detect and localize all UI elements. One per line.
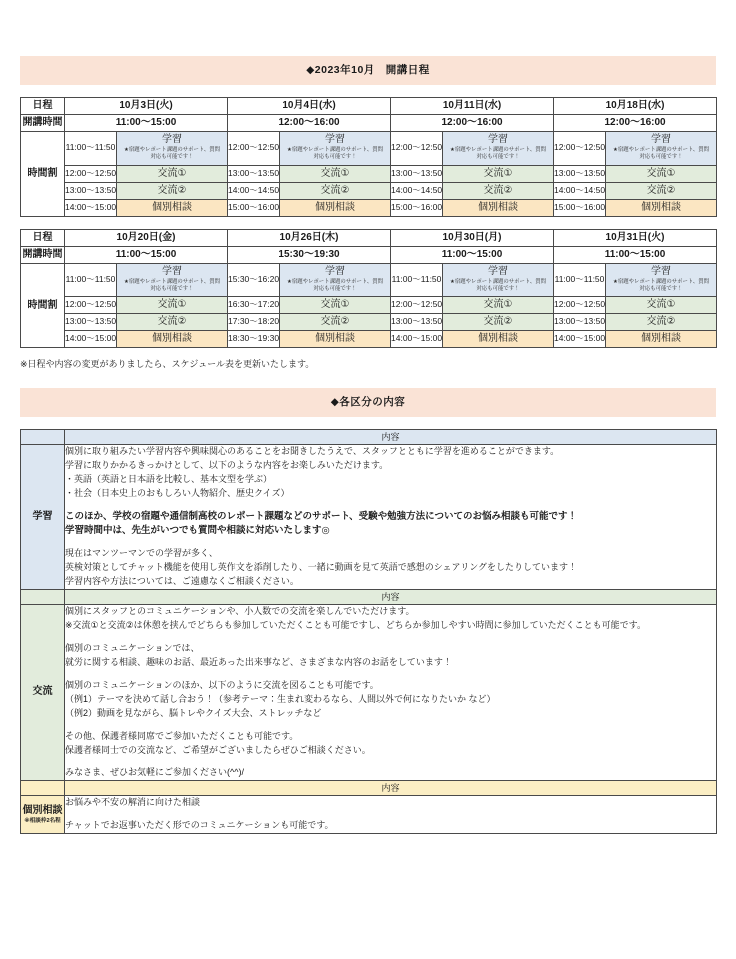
row-label-date: 日程 [21, 229, 65, 246]
slot-time-col4-koryu2: 13:00〜13:50 [554, 314, 606, 331]
section-label-kobetsu [21, 796, 65, 834]
activity-cell-koryu2-col2: 交流② [280, 314, 391, 331]
section-label-kobetsu-main: 個別相談 [22, 804, 63, 816]
study-line-1: 個別に取り組みたい学習内容や興味関心のあることをお聞きしたうえで、スタッフとともに学習を進めることができます。 [65, 445, 560, 456]
koryu-b4-line-2: 保護者様同士での交流など、ご希望がございましたらぜひご相談ください。 [65, 744, 371, 755]
slot-time-col2-study: 15:30〜16:20 [228, 263, 280, 297]
study-note: ★宿題やレポート課題のサポート、質問対応も可能です！ [124, 278, 220, 292]
activity-cell-kobetsu-col3: 個別相談 [443, 331, 554, 348]
study-note: ★宿題やレポート課題のサポート、質問対応も可能です！ [450, 278, 546, 292]
koryu-b2-line-2: 就労に関する相談、趣味のお話、最近あった出来事など、さまざまな内容のお話をしています！ [65, 656, 452, 667]
row-label-date: 日程 [21, 98, 65, 115]
open-time-col1: 11:00〜15:00 [65, 115, 228, 132]
section-label-study: 学習 [21, 444, 65, 589]
date-header-col4: 10月31日(火) [554, 229, 717, 246]
study-header-spacer [21, 429, 65, 444]
row-label-open-time: 開講時間 [21, 246, 65, 263]
koryu-b3-line-3: （例2）動画を見ながら、脳トレやクイズ大会、ストレッチなど [65, 707, 322, 718]
koryu-header-spacer [21, 590, 65, 605]
slot-time-col2-kobetsu: 15:00〜16:00 [228, 199, 280, 216]
table-row-study [21, 263, 717, 297]
study-block [117, 132, 227, 165]
open-time-col3: 12:00〜16:00 [391, 115, 554, 132]
sections-title-banner [20, 388, 716, 417]
table-row-koryu2 [21, 314, 717, 331]
study-tail-line-3: 学習内容や方法については、ご遠慮なくご相談ください。 [65, 576, 299, 587]
study-line-4: ・社会（日本史上のおもしろい人物紹介、歴史クイズ） [65, 487, 290, 498]
activity-cell-koryu2-col1: 交流② [117, 314, 228, 331]
activity-cell-koryu2-col4: 交流② [606, 182, 717, 199]
slot-time-col3-kobetsu: 15:00〜16:00 [391, 199, 443, 216]
study-note: ★宿題やレポート課題のサポート、質問対応も可能です！ [613, 278, 709, 292]
open-time-col3: 11:00〜15:00 [391, 246, 554, 263]
section-body-kobetsu [65, 796, 717, 834]
row-label-timetable: 時間割 [21, 263, 65, 348]
activity-cell-study-col1 [117, 263, 228, 297]
study-block [443, 264, 553, 297]
kobetsu-header-spacer [21, 781, 65, 796]
koryu-spacer-4 [65, 757, 716, 766]
activity-cell-study-col3 [443, 132, 554, 166]
study-block [606, 264, 716, 297]
koryu-b4-line-1: その他、保護者様同席でご参加いただくことも可能です。 [65, 730, 299, 741]
schedule-title-text: ◆2023年10月 開講日程 [306, 64, 430, 77]
section-body-study [65, 444, 717, 589]
activity-cell-kobetsu-col3: 個別相談 [443, 199, 554, 216]
study-title: 学習 [488, 265, 508, 277]
activity-cell-study-col4 [606, 132, 717, 166]
study-title: 学習 [162, 265, 182, 277]
activity-cell-koryu2-col3: 交流② [443, 182, 554, 199]
date-header-col1: 10月3日(火) [65, 98, 228, 115]
study-title: 学習 [651, 134, 672, 145]
table-row-date [21, 229, 717, 246]
activity-cell-koryu1-col3: 交流① [443, 297, 554, 314]
table-row-kobetsu-body [21, 796, 717, 834]
study-note: ★宿題やレポート課題のサポート、質問対応も可能です！ [450, 147, 547, 161]
slot-time-col3-koryu2: 14:00〜14:50 [391, 182, 443, 199]
slot-time-col2-koryu1: 13:00〜13:50 [228, 165, 280, 182]
activity-cell-kobetsu-col2: 個別相談 [280, 331, 391, 348]
table-row-open-time [21, 246, 717, 263]
table-row-date [21, 98, 717, 115]
activity-cell-koryu2-col4: 交流② [606, 314, 717, 331]
schedule-title-banner [20, 56, 716, 85]
koryu-spacer-3 [65, 721, 716, 730]
schedule-table-second-half [20, 229, 717, 349]
slot-time-col4-koryu1: 12:00〜12:50 [554, 297, 606, 314]
date-header-col2: 10月26日(木) [228, 229, 391, 246]
activity-cell-koryu1-col2: 交流① [280, 165, 391, 182]
slot-time-col1-study: 11:00〜11:50 [65, 132, 117, 166]
koryu-b5-line-1: みなさま、ぜひお気軽にご参加ください(^^)/ [65, 767, 244, 778]
date-header-col3: 10月30日(月) [391, 229, 554, 246]
table-row-koryu1 [21, 165, 717, 182]
slot-time-col1-kobetsu: 14:00〜15:00 [65, 199, 117, 216]
open-time-col4: 11:00〜15:00 [554, 246, 717, 263]
koryu-spacer-2 [65, 670, 716, 679]
sections-content-table [20, 429, 717, 834]
study-tail-line-2: 英検対策としてチャット機能を使用し英作文を添削したり、一緒に動画を見て英語で感想のシェアリングをしたりしています！ [65, 562, 578, 573]
activity-cell-study-col2 [280, 263, 391, 297]
table-row-kobetsu-header [21, 781, 717, 796]
activity-cell-koryu2-col1: 交流② [117, 182, 228, 199]
study-line-2: 学習に取りかかるきっかけとして、以下のような内容をお楽しみいただけます。 [65, 459, 389, 470]
slot-time-col2-koryu2: 14:00〜14:50 [228, 182, 280, 199]
study-title: 学習 [162, 134, 182, 145]
table-row-kobetsu [21, 331, 717, 348]
study-note: ★宿題やレポート課題のサポート、質問対応も可能です！ [287, 147, 384, 161]
study-block [606, 132, 716, 165]
activity-cell-study-col3 [443, 263, 554, 297]
open-time-col1: 11:00〜15:00 [65, 246, 228, 263]
table-row-study-header [21, 429, 717, 444]
koryu-b1-line-1: 個別にスタッフとのコミュニケーションや、小人数での交流を楽しんでいただけます。 [65, 606, 415, 617]
date-header-col4: 10月18日(水) [554, 98, 717, 115]
table-row-koryu-body [21, 605, 717, 781]
open-time-col2: 12:00〜16:00 [228, 115, 391, 132]
table-row-study [21, 132, 717, 166]
study-block [280, 264, 390, 297]
activity-cell-koryu1-col4: 交流① [606, 297, 717, 314]
slot-time-col3-koryu1: 13:00〜13:50 [391, 165, 443, 182]
slot-time-col2-kobetsu: 18:30〜19:30 [228, 331, 280, 348]
slot-time-col2-koryu2: 17:30〜18:20 [228, 314, 280, 331]
study-line-3: ・英語（英語と日本語を比較し、基本文型を学ぶ） [65, 473, 273, 484]
schedule-page [0, 56, 736, 959]
kobetsu-spacer-1 [65, 810, 716, 819]
slot-time-col1-koryu1: 12:00〜12:50 [65, 297, 117, 314]
slot-time-col3-study: 11:00〜11:50 [391, 263, 443, 297]
koryu-b1-line-2: ※交流①と交流②は休憩を挟んでどちらも参加していただくことも可能ですし、どちらか参加しやすい時間に参加していただくことも可能です。 [65, 619, 646, 630]
koryu-b3-line-1: 個別のコミュニケーションのほか、以下のように交流を図ることも可能です。 [65, 679, 379, 690]
koryu-b2-line-1: 個別のコミュニケーションでは、 [65, 642, 200, 653]
activity-cell-kobetsu-col4: 個別相談 [606, 331, 717, 348]
slot-time-col1-koryu1: 12:00〜12:50 [65, 165, 117, 182]
activity-cell-study-col2 [280, 132, 391, 166]
study-block [280, 132, 390, 165]
activity-cell-study-col4 [606, 263, 717, 297]
slot-time-col3-study: 12:00〜12:50 [391, 132, 443, 166]
study-bold-line-2: 学習時間中は、先生がいつでも質問や相談に対応いたします◎ [65, 524, 330, 536]
table-row-kobetsu [21, 199, 717, 216]
study-block [117, 264, 227, 297]
study-spacer-1 [65, 501, 716, 510]
study-spacer-2 [65, 538, 716, 547]
row-label-open-time: 開講時間 [21, 115, 65, 132]
slot-time-col4-koryu1: 13:00〜13:50 [554, 165, 606, 182]
slot-time-col4-study: 11:00〜11:50 [554, 263, 606, 297]
kobetsu-b1-line-1: お悩みや不安の解消に向けた相談 [65, 797, 201, 808]
slot-time-col4-koryu2: 14:00〜14:50 [554, 182, 606, 199]
slot-time-col1-koryu2: 13:00〜13:50 [65, 182, 117, 199]
kobetsu-content-header: 内容 [65, 781, 717, 796]
study-content-header: 内容 [65, 429, 717, 444]
activity-cell-kobetsu-col4: 個別相談 [606, 199, 717, 216]
study-title: 学習 [488, 134, 509, 145]
table-row-open-time [21, 115, 717, 132]
slot-time-col1-kobetsu: 14:00〜15:00 [65, 331, 117, 348]
slot-time-col3-kobetsu: 14:00〜15:00 [391, 331, 443, 348]
activity-cell-kobetsu-col1: 個別相談 [117, 331, 228, 348]
study-title: 学習 [651, 265, 671, 277]
study-note: ★宿題やレポート課題のサポート、質問対応も可能です！ [287, 278, 383, 292]
slot-time-col4-kobetsu: 14:00〜15:00 [554, 331, 606, 348]
koryu-spacer-1 [65, 633, 716, 642]
open-time-col2: 15:30〜19:30 [228, 246, 391, 263]
date-header-col1: 10月20日(金) [65, 229, 228, 246]
slot-time-col3-koryu2: 13:00〜13:50 [391, 314, 443, 331]
row-label-timetable: 時間割 [21, 132, 65, 217]
slot-time-col2-study: 12:00〜12:50 [228, 132, 280, 166]
study-bold-line-1: このほか、学校の宿題や通信制高校のレポート課題などのサポート、受験や勉強方法についてのお悩み相談も可能です！ [65, 510, 577, 522]
sections-title-text: ◆各区分の内容 [330, 396, 406, 409]
koryu-b3-line-2: （例1）テーマを決めて話し合おう！（参考テーマ：生まれ変わるなら、人間以外で何になりたいか など） [65, 693, 496, 704]
slot-time-col1-study: 11:00〜11:50 [65, 263, 117, 297]
activity-cell-koryu1-col3: 交流① [443, 165, 554, 182]
activity-cell-koryu2-col3: 交流② [443, 314, 554, 331]
study-title: 学習 [325, 134, 346, 145]
table-row-koryu2 [21, 182, 717, 199]
section-body-koryu [65, 605, 717, 781]
study-note: ★宿題やレポート課題のサポート、質問対応も可能です！ [124, 147, 220, 161]
activity-cell-koryu2-col2: 交流② [280, 182, 391, 199]
activity-cell-kobetsu-col2: 個別相談 [280, 199, 391, 216]
activity-cell-kobetsu-col1: 個別相談 [117, 199, 228, 216]
date-header-col2: 10月4日(水) [228, 98, 391, 115]
section-label-kobetsu-sub: ※相談枠2名程 [24, 818, 61, 825]
activity-cell-koryu1-col4: 交流① [606, 165, 717, 182]
schedule-table-first-half [20, 97, 717, 217]
section-label-koryu: 交流 [21, 605, 65, 781]
slot-time-col1-koryu2: 13:00〜13:50 [65, 314, 117, 331]
slot-time-col2-koryu1: 16:30〜17:20 [228, 297, 280, 314]
study-title: 学習 [325, 265, 345, 277]
table-row-koryu-header [21, 590, 717, 605]
open-time-col4: 12:00〜16:00 [554, 115, 717, 132]
koryu-content-header: 内容 [65, 590, 717, 605]
activity-cell-koryu1-col2: 交流① [280, 297, 391, 314]
study-note: ★宿題やレポート課題のサポート、質問対応も可能です！ [613, 147, 710, 161]
activity-cell-koryu1-col1: 交流① [117, 297, 228, 314]
study-tail-line-1: 現在はマンツーマンでの学習が多く、 [65, 548, 218, 559]
table-row-study-body [21, 444, 717, 589]
slot-time-col4-study: 12:00〜12:50 [554, 132, 606, 166]
activity-cell-koryu1-col1: 交流① [117, 165, 228, 182]
activity-cell-study-col1 [117, 132, 228, 166]
schedule-footnote: ※日程や内容の変更がありましたら、スケジュール表を更新いたします。 [20, 359, 315, 370]
table-row-koryu1 [21, 297, 717, 314]
kobetsu-b2-line-1: チャットでお返事いただく形でのコミュニケーションも可能です。 [65, 820, 334, 831]
slot-time-col3-koryu1: 12:00〜12:50 [391, 297, 443, 314]
slot-time-col4-kobetsu: 15:00〜16:00 [554, 199, 606, 216]
date-header-col3: 10月11日(水) [391, 98, 554, 115]
study-block [443, 132, 553, 165]
